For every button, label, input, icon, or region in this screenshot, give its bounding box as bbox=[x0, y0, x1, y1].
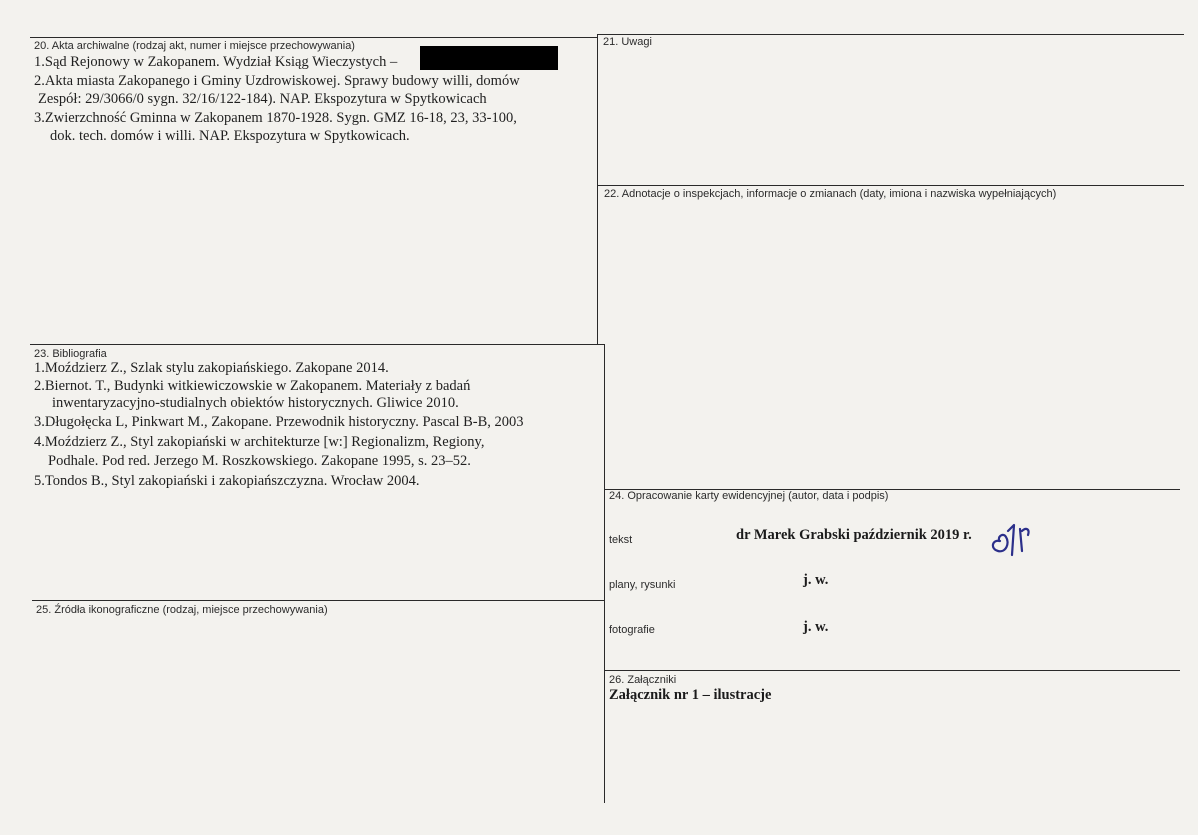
s20-line-1: 1.Sąd Rejonowy w Zakopanem. Wydział Ksiąg Wieczystych – bbox=[34, 54, 398, 70]
s24-tekst-value: dr Marek Grabski październik 2019 r. bbox=[736, 527, 972, 543]
center-divider bbox=[597, 34, 598, 345]
s23-title: 23. Bibliografia bbox=[34, 348, 107, 360]
redaction-box bbox=[420, 46, 558, 70]
s20-line-2: 2.Akta miasta Zakopanego i Gminy Uzdrowiskowej. Sprawy budowy willi, domów bbox=[34, 73, 520, 89]
s20-line-5: dok. tech. domów i willi. NAP. Ekspozytura w Spytkowicach. bbox=[50, 128, 410, 144]
s24-plany-label: plany, rysunki bbox=[609, 579, 676, 591]
s26-top-rule bbox=[605, 670, 1180, 671]
center-divider-lower bbox=[604, 345, 605, 803]
s24-foto-label: fotografie bbox=[609, 624, 655, 636]
s23-line-7: 5.Tondos B., Styl zakopiański i zakopiańszczyzna. Wrocław 2004. bbox=[34, 473, 420, 489]
s24-title: 24. Opracowanie karty ewidencyjnej (autor, data i podpis) bbox=[609, 490, 889, 502]
s22-top-rule bbox=[598, 185, 1184, 186]
s23-line-5: 4.Moździerz Z., Styl zakopiański w architekturze [w:] Regionalizm, Regiony, bbox=[34, 434, 485, 450]
s25-title: 25. Źródła ikonograficzne (rodzaj, miejsce przechowywania) bbox=[36, 604, 328, 616]
s22-title: 22. Adnotacje o inspekcjach, informacje o zmianach (daty, imiona i nazwiska wypełniających) bbox=[604, 188, 1057, 200]
s24-plany-value: j. w. bbox=[803, 572, 829, 588]
s23-line-3: inwentaryzacyjno-studialnych obiektów historycznych. Gliwice 2010. bbox=[52, 395, 459, 411]
s23-line-4: 3.Długołęcka L, Pinkwart M., Zakopane. Przewodnik historyczny. Pascal B-B, 2003 bbox=[34, 414, 524, 430]
s26-title: 26. Załączniki bbox=[609, 674, 677, 686]
signature-icon bbox=[986, 521, 1034, 559]
s25-top-rule bbox=[32, 600, 604, 601]
s21-title: 21. Uwagi bbox=[603, 36, 652, 48]
s23-line-1: 1.Moździerz Z., Szlak stylu zakopiańskiego. Zakopane 2014. bbox=[34, 360, 389, 376]
s26-value: Załącznik nr 1 – ilustracje bbox=[609, 687, 772, 703]
s23-line-2: 2.Biernot. T., Budynki witkiewiczowskie w Zakopanem. Materiały z badań bbox=[34, 378, 471, 394]
s20-title: 20. Akta archiwalne (rodzaj akt, numer i miejsce przechowywania) bbox=[34, 40, 355, 52]
s20-line-4: 3.Zwierzchność Gminna w Zakopanem 1870-1928. Sygn. GMZ 16-18, 23, 33-100, bbox=[34, 110, 517, 126]
s23-line-6: Podhale. Pod red. Jerzego M. Roszkowskiego. Zakopane 1995, s. 23–52. bbox=[48, 453, 471, 469]
s23-top-rule bbox=[30, 344, 605, 345]
s20-line-3: Zespół: 29/3066/0 sygn. 32/16/122-184). NAP. Ekspozytura w Spytkowicach bbox=[38, 91, 487, 107]
right-top-rule bbox=[598, 34, 1184, 35]
s24-foto-value: j. w. bbox=[803, 619, 829, 635]
s24-tekst-label: tekst bbox=[609, 534, 633, 546]
s20-top-rule bbox=[30, 37, 598, 38]
